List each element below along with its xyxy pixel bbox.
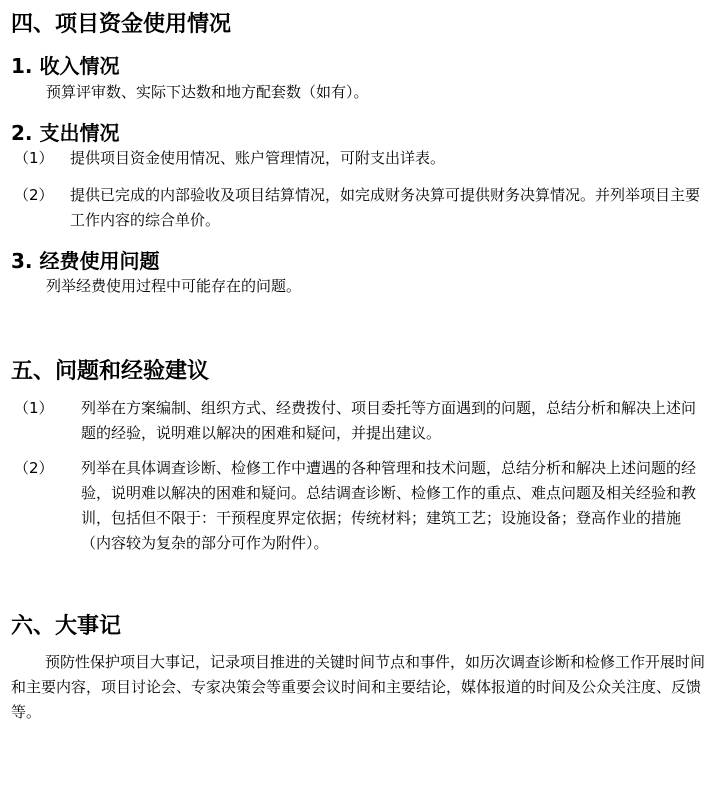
expense-item-2-number: （2） — [14, 186, 54, 204]
funding-issues-heading: 3. 经费使用问题 — [11, 249, 160, 273]
funding-issues-text: 列举经费使用过程中可能存在的问题。 — [46, 277, 302, 295]
lesson-item-1-text: 列举在方案编制、组织方式、经费拨付、项目委托等方面遇到的问题，总结分析和解决上述问题的经验，说明难以解决的困难和疑问，并提出建议。 — [81, 399, 697, 442]
lesson-item-1-number: （1） — [14, 399, 54, 417]
income-text: 预算评审数、实际下达数和地方配套数（如有）。 — [46, 83, 369, 101]
milestones-text: 预防性保护项目大事记，记录项目推进的关键时间节点和事件，如历次调查诊断和检修工作开展时间和主要内容，项目讨论会、专家决策会等重要会议时间和主要结论，媒体报道的时间及公众关注度、反馈等。 — [11, 653, 706, 721]
lesson-item-2-text: 列举在具体调查诊断、检修工作中遭遇的各种管理和技术问题，总结分析和解决上述问题的经验，说明难以解决的困难和疑问。总结调查诊断、检修工作的重点、难点问题及相关经验和教训，包括但不限于：干预程度界定依据；传统材料；建筑工艺；设施设备；登高作业的措施（内容较为复杂的部分可作为附件）。 — [81, 459, 697, 552]
expense-item-1-text: 提供项目资金使用情况、账户管理情况，可附支出详表。 — [70, 149, 446, 167]
section-5-heading: 五、问题和经验建议 — [11, 358, 210, 384]
section-4-heading: 四、项目资金使用情况 — [11, 11, 232, 37]
section-6-heading: 六、大事记 — [11, 613, 122, 639]
expense-item-2-text: 提供已完成的内部验收及项目结算情况，如完成财务决算可提供财务决算情况。并列举项目主要工作内容的综合单价。 — [70, 186, 701, 229]
expense-item-1-number: （1） — [14, 149, 54, 167]
lesson-item-2-number: （2） — [14, 459, 54, 477]
expense-heading: 2. 支出情况 — [11, 121, 120, 145]
income-heading: 1. 收入情况 — [11, 54, 120, 78]
